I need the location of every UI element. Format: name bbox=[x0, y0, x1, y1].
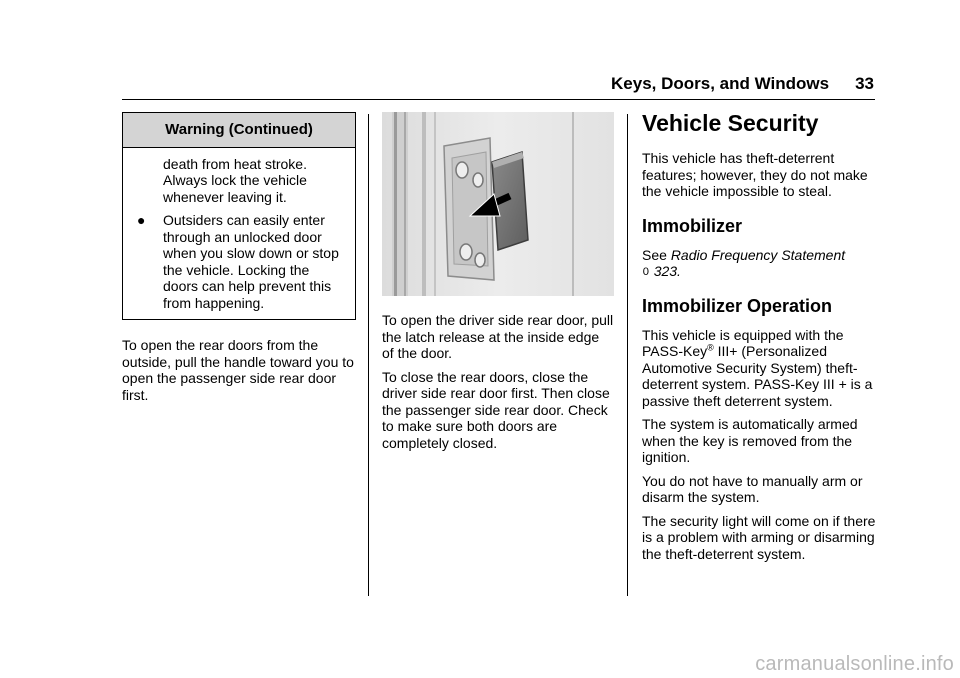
warning-bullet bbox=[133, 212, 345, 311]
page-reference-icon: 0 bbox=[642, 264, 650, 278]
reference-page[interactable]: 323. bbox=[653, 263, 681, 279]
door-latch-illustration bbox=[382, 112, 614, 296]
column-divider-left bbox=[368, 114, 369, 596]
see-label: See bbox=[642, 246, 667, 263]
immobilizer-operation-text-4: The security light will come on if there is a problem with arming or disarming the theft-deterrent system. bbox=[642, 512, 876, 562]
column-1 bbox=[122, 112, 356, 410]
pass-key-text-continued: III+ (Personalized Automotive Security System) theft-deterrent system. PASS-Key III + is a passive theft deterrent system. bbox=[642, 343, 873, 409]
page-header bbox=[611, 74, 874, 94]
page-number: 33 bbox=[855, 74, 874, 93]
section-title: Keys, Doors, and Windows bbox=[611, 74, 830, 93]
immobilizer-heading: Immobilizer bbox=[642, 215, 743, 236]
immobilizer-operation-heading: Immobilizer Operation bbox=[642, 295, 833, 316]
warning-body bbox=[123, 148, 355, 320]
reference-link[interactable]: Radio Frequency Statement bbox=[670, 246, 846, 263]
header-rule bbox=[122, 99, 875, 100]
registered-mark: ® bbox=[707, 342, 714, 353]
bullet-icon: ● bbox=[137, 212, 146, 228]
vehicle-security-text: This vehicle has theft-deterrent features; however, they do not make the vehicle impossible to steal. bbox=[642, 150, 868, 199]
pass-key-text: This vehicle is equipped with the PASS-Key bbox=[642, 326, 844, 359]
column-2 bbox=[382, 112, 614, 458]
warning-box bbox=[122, 112, 356, 320]
watermark: carmanualsonline.info bbox=[755, 653, 954, 675]
door-latch-photo bbox=[382, 112, 614, 296]
warning-bullet-text: Outsiders can easily enter through an unlocked door when you slow down or stop the vehicle. Locking the doors can help prevent this from happening. bbox=[163, 212, 339, 311]
immobilizer-operation-text-2: The system is automatically armed when the key is removed from the ignition. bbox=[642, 416, 858, 465]
vehicle-security-heading: Vehicle Security bbox=[642, 110, 819, 136]
column-3 bbox=[642, 110, 878, 569]
immobilizer-operation-text-1 bbox=[642, 327, 878, 410]
driver-rear-door-open-text: To open the driver side rear door, pull the latch release at the inside edge of the door. bbox=[382, 312, 614, 361]
immobilizer-reference bbox=[642, 247, 878, 280]
rear-doors-close-text: To close the rear doors, close the driver side rear door first. Then close the passenger side rear door. Check to make sure both doors are completely closed. bbox=[382, 368, 610, 451]
immobilizer-operation-text-3: You do not have to manually arm or disarm the system. bbox=[642, 472, 863, 505]
warning-title: Warning (Continued) bbox=[123, 113, 355, 148]
warning-continued-text: death from heat stroke. Always lock the vehicle whenever leaving it. bbox=[163, 155, 307, 205]
rear-doors-open-text: To open the rear doors from the outside, pull the handle toward you to open the passenger side rear door first. bbox=[122, 337, 354, 403]
column-divider-right bbox=[627, 114, 628, 596]
